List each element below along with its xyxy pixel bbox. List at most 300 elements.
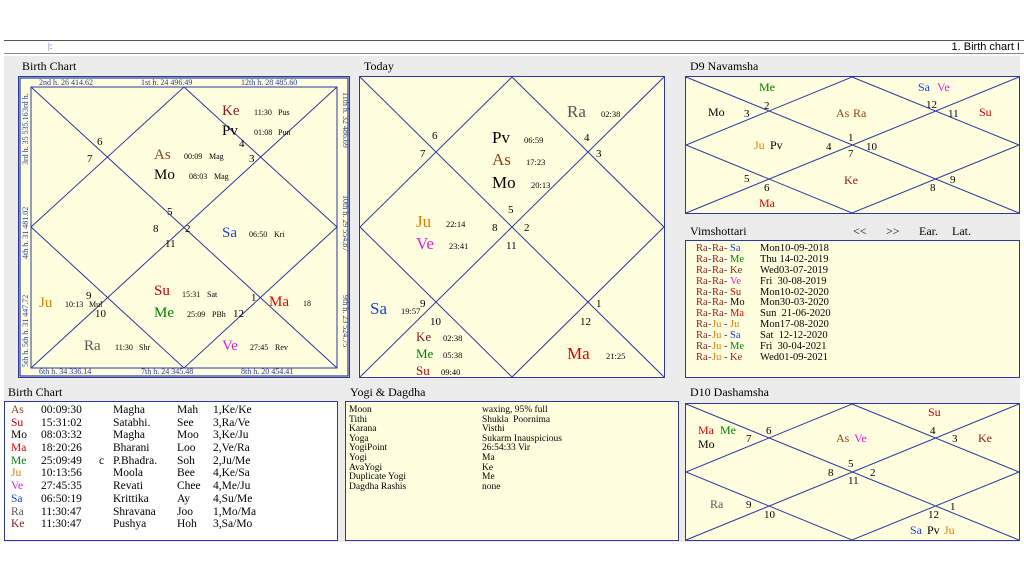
cusp-label: 5th h. 31 447.72 (21, 294, 30, 347)
planet-label: Su (416, 363, 430, 378)
dasha-row[interactable] (696, 352, 1016, 363)
planet-label: Ma (698, 423, 714, 437)
cusp-label: 3rd h. 35 535.16 (21, 112, 30, 165)
table-cell-r: c (99, 454, 105, 467)
house-number: 3 (249, 153, 255, 165)
table-cell-pada: 4,Me/Ju (213, 480, 251, 493)
table-cell-pada: 2,Ve/Ra (213, 442, 250, 455)
table-cell-nak: Bharani (113, 442, 150, 455)
today-chart-panel[interactable] (359, 76, 665, 378)
table-cell-time: 11:30:47 (41, 505, 82, 518)
table-row[interactable] (11, 467, 335, 480)
planet-label: Ma (269, 294, 289, 310)
dasha-separator: - (708, 243, 712, 254)
planet-label: Pv (927, 523, 940, 537)
table-cell-time: 27:45:35 (41, 480, 82, 493)
planet-nakshatra: Mag (214, 172, 229, 181)
planet-nakshatra: Pun (278, 128, 291, 137)
table-cell-p: Ke (11, 518, 25, 531)
table-row[interactable] (11, 442, 335, 455)
planet-label: Sa (222, 225, 237, 241)
dasha-lord: Ju (730, 319, 740, 331)
table-cell-p: Me (11, 454, 27, 467)
birth-table-title: Birth Chart (8, 385, 63, 399)
planet-degree: 17:23 (526, 157, 546, 167)
house-number: 6 (764, 182, 770, 194)
planet-degree: 20:13 (531, 180, 551, 190)
d10-chart-svg (686, 404, 1019, 540)
table-cell-rashi: Chee (177, 480, 201, 493)
planet-nakshatra: Kri (274, 230, 285, 239)
planet-degree: 21:25 (606, 351, 626, 361)
table-cell-rashi: Bee (177, 467, 195, 480)
dasha-separator: - (708, 330, 712, 342)
dasha-lord: Ra (712, 275, 724, 287)
cusp-label: 9th h. 23 524.75 (341, 295, 350, 348)
house-number: 8 (153, 223, 159, 235)
planet-nakshatra: PBh (212, 310, 226, 319)
table-cell-rashi: Mah (177, 404, 199, 416)
dasha-separator: - (724, 286, 728, 298)
planet-degree: 10:13 (65, 300, 84, 309)
dasha-lord: Ju (712, 341, 722, 353)
table-cell-pada: 3,Ke/Ju (213, 429, 249, 442)
dasha-lord: Ra (696, 264, 708, 276)
house-number: 2 (524, 222, 530, 234)
dasha-separator: - (708, 308, 712, 320)
yogi-value: Me (482, 472, 495, 483)
planet-degree: 25:09 (187, 310, 206, 319)
house-number: 5 (167, 206, 173, 218)
planet-label: Ve (222, 338, 238, 354)
house-number: 7 (848, 148, 854, 160)
house-number: 2 (764, 100, 770, 112)
dasha-lord: Su (730, 286, 742, 298)
planet-label: Mo (154, 167, 175, 183)
dasha-date: Fri 30-08-2019 (760, 275, 827, 287)
house-number: 4 (239, 138, 245, 150)
planet-label: Ve (416, 234, 434, 253)
house-number: 11 (848, 475, 859, 487)
house-number: 2 (870, 467, 876, 479)
house-number: 10 (95, 308, 106, 320)
dasha-lord: Ra (696, 330, 708, 342)
house-number: 3 (596, 148, 602, 160)
dasha-lord: Ke (730, 351, 743, 363)
yogi-value: Ke (482, 462, 494, 473)
house-number: 10 (764, 509, 775, 521)
dasha-lord: Ra (712, 297, 724, 309)
dasha-separator: - (724, 330, 728, 342)
planet-label: Sa (910, 523, 922, 537)
dasha-separator: - (724, 253, 728, 265)
cusp-label: 3rd h. (21, 93, 30, 112)
dasha-separator: - (708, 341, 712, 353)
dasha-row[interactable] (696, 319, 1016, 330)
dasha-row[interactable] (696, 297, 1016, 308)
cusp-label: 2nd h. 26 414.62 (39, 78, 93, 87)
table-cell-nak: Krittika (113, 492, 149, 505)
dasha-lord: Ra (712, 243, 724, 254)
dasha-lord: Ju (712, 351, 722, 363)
dasha-lord: Ra (712, 264, 724, 276)
planet-label: Pv (222, 123, 238, 139)
dasha-date: Sun 21-06-2020 (760, 308, 831, 320)
toolbar-mark: |: (48, 41, 53, 51)
dasha-separator: - (708, 319, 712, 331)
table-row[interactable] (11, 493, 335, 506)
cusp-label: 11th h. 32 486.69 (341, 92, 350, 148)
planet-table (11, 404, 335, 531)
planet-degree: 09:40 (441, 367, 461, 377)
dasha-separator: - (708, 297, 712, 309)
house-number: 11 (506, 240, 517, 252)
table-cell-pada: 3,Ra/Ve (213, 416, 250, 429)
planet-label: Me (154, 305, 174, 321)
yogi-key: Karana (349, 424, 377, 435)
planet-degree: 27:45 (250, 343, 269, 352)
house-number: 10 (866, 141, 877, 153)
birth-table-panel (4, 401, 338, 541)
vimshottari-panel (685, 240, 1020, 378)
house-number: 10 (430, 316, 441, 328)
planet-degree: 15:31 (182, 290, 201, 299)
planet-label: Ke (222, 103, 240, 119)
planet-label: Ju (754, 138, 765, 152)
dasha-row[interactable] (696, 330, 1016, 341)
dasha-date: Mon10-09-2018 (760, 243, 829, 254)
later-button[interactable]: Lat. (952, 224, 971, 238)
house-number: 8 (828, 467, 834, 479)
dasha-date: Mon17-08-2020 (760, 319, 829, 331)
dasha-lord: Ra (696, 253, 708, 265)
table-cell-pada: 1,Ke/Ke (213, 404, 252, 416)
d9-chart-svg (686, 77, 1019, 213)
today-chart-title: Today (364, 59, 394, 73)
house-number: 11 (948, 108, 959, 120)
yogi-value: Ma (482, 452, 495, 463)
planet-label: Ju (416, 212, 432, 231)
dasha-lord: Ra (696, 341, 708, 353)
dasha-lord: Ra (712, 286, 724, 298)
house-number: 4 (930, 425, 936, 437)
yogi-key: Yoga (349, 433, 369, 444)
planet-degree: 06:59 (524, 135, 544, 145)
house-number: 9 (746, 499, 752, 511)
earlier-page-button[interactable]: << (853, 224, 867, 238)
yogi-row (349, 424, 675, 434)
table-row[interactable] (11, 480, 335, 493)
table-cell-p: Sa (11, 492, 23, 505)
table-cell-rashi: Ay (177, 492, 190, 505)
yogi-row (349, 482, 675, 492)
planet-label: Ra (567, 102, 586, 121)
house-number: 1 (251, 292, 257, 304)
table-row[interactable] (11, 404, 335, 417)
dasha-separator: - (724, 351, 728, 363)
planet-degree: 02:38 (443, 333, 463, 343)
today-chart-svg (360, 77, 664, 377)
table-cell-pada: 4,Su/Me (213, 492, 253, 505)
planet-label: Pv (492, 128, 510, 147)
planet-degree: 06:50 (249, 230, 268, 239)
dasha-lord: Ra (696, 351, 708, 363)
planet-label: Pv (770, 138, 783, 152)
table-cell-pada: 4,Ke/Sa (213, 467, 250, 480)
dasha-lord: Mo (730, 297, 745, 309)
house-number: 5 (744, 173, 750, 185)
planet-label: Ke (416, 329, 432, 344)
planet-degree: 08:03 (189, 172, 208, 181)
planet-label: Sa (370, 299, 387, 318)
yogi-row (349, 443, 675, 453)
table-row[interactable] (11, 518, 335, 531)
earlier-button[interactable]: Ear. (919, 224, 938, 238)
yogi-row (349, 472, 675, 482)
table-cell-p: Ju (11, 467, 22, 480)
table-cell-rashi: See (177, 416, 194, 429)
planet-label: Me (720, 423, 736, 437)
table-cell-time: 10:13:56 (41, 467, 82, 480)
planet-nakshatra: Rev (275, 343, 288, 352)
planet-degree: 01:08 (254, 128, 273, 137)
dasha-separator: - (724, 264, 728, 276)
planet-label: Me (759, 80, 775, 94)
table-cell-time: 18:20:26 (41, 442, 82, 455)
dasha-date: Sat 12-12-2020 (760, 330, 828, 342)
house-number: 8 (930, 182, 936, 194)
dasha-lord: Ra (696, 297, 708, 309)
table-cell-time: 00:09:30 (41, 404, 82, 416)
planet-label: Ma (567, 344, 590, 363)
house-number: 3 (744, 108, 750, 120)
yogi-key: AvaYogi (349, 462, 383, 473)
house-number: 5 (848, 458, 854, 470)
table-row[interactable] (11, 417, 335, 430)
table-cell-nak: Magha (113, 404, 145, 416)
planet-label: Ju (39, 295, 53, 311)
cusp-label: 4th h. 31 481.02 (21, 206, 30, 259)
dasha-date: Thu 14-02-2019 (760, 253, 829, 265)
yogi-value: Shukla Poornima (482, 414, 551, 425)
yogi-panel (345, 401, 679, 541)
cusp-label: 10th h. 29 554.87 (341, 195, 350, 252)
dasha-row[interactable] (696, 254, 1016, 265)
house-number: 3 (952, 433, 958, 445)
dasha-row[interactable] (696, 276, 1016, 287)
house-number: 7 (746, 433, 752, 445)
house-number: 4 (826, 141, 832, 153)
table-cell-nak: Magha (113, 429, 145, 442)
dasha-separator: - (708, 264, 712, 276)
dasha-separator: - (724, 319, 728, 331)
table-cell-nak: P.Bhadra. (113, 454, 158, 467)
dasha-row[interactable] (696, 243, 1016, 254)
yogi-title: Yogi & Dagdha (350, 385, 426, 399)
planet-label: Ma (759, 196, 775, 210)
dasha-lord: Ra (696, 286, 708, 298)
house-number: 12 (580, 316, 591, 328)
house-number: 12 (926, 99, 937, 111)
house-number: 6 (432, 130, 438, 142)
yogi-value: waxing, 95% full (482, 405, 548, 415)
cusp-label: 7th h. 24 345.48 (141, 367, 194, 376)
dasha-lord: Ra (712, 253, 724, 265)
cusp-label: 5th h. (21, 348, 30, 367)
table-cell-pada: 3,Sa/Mo (213, 518, 253, 531)
house-number: 12 (233, 308, 244, 320)
cusp-label: 12th h. 28 485.60 (241, 78, 298, 87)
planet-label: Ve (854, 431, 867, 445)
table-cell-p: Mo (11, 429, 27, 442)
table-cell-time: 08:03:32 (41, 429, 82, 442)
title-bar (4, 40, 1024, 54)
yogi-key: Dagdha Rashis (349, 481, 407, 492)
house-number: 6 (766, 425, 772, 437)
dasha-lord: Ra (696, 319, 708, 331)
dasha-date: Mon30-03-2020 (760, 297, 829, 309)
dasha-row[interactable] (696, 287, 1016, 298)
table-cell-nak: Pushya (113, 518, 147, 531)
dasha-lord: Ra (696, 275, 708, 287)
dasha-row[interactable] (696, 308, 1016, 319)
yogi-key: Moon (349, 405, 372, 415)
table-cell-time: 15:31:02 (41, 416, 82, 429)
planet-nakshatra: Pus (278, 108, 290, 117)
planet-nakshatra: Mag (209, 152, 224, 161)
dasha-separator: - (724, 243, 728, 254)
house-number: 12 (928, 509, 939, 521)
planet-label: Ra (853, 106, 867, 120)
dasha-lord: Me (730, 341, 744, 353)
birth-chart-svg (19, 77, 349, 377)
yogi-value: Visthi (482, 424, 505, 435)
table-cell-nak: Satabhi. (113, 416, 151, 429)
planet-degree: 05:38 (443, 350, 463, 360)
table-cell-p: Ma (11, 442, 27, 455)
d10-chart-panel[interactable] (685, 403, 1020, 541)
yogi-table (349, 405, 675, 491)
yogi-row (349, 405, 675, 415)
planet-label: Ve (937, 80, 950, 94)
yogi-row (349, 463, 675, 473)
planet-degree: 11:30 (254, 108, 272, 117)
table-cell-p: Ve (11, 480, 24, 493)
dasha-separator: - (708, 286, 712, 298)
cusp-label: 8th h. 20 454.41 (241, 367, 294, 376)
d9-chart-title: D9 Navamsha (690, 59, 759, 73)
planet-label: Sa (918, 80, 930, 94)
house-number: 9 (420, 298, 426, 310)
dasha-lord: Ju (712, 330, 722, 342)
house-number: 1 (848, 132, 854, 144)
dasha-separator: - (708, 253, 712, 265)
table-cell-p: Su (11, 416, 24, 429)
planet-label: Me (416, 346, 434, 361)
yogi-row (349, 434, 675, 444)
table-cell-p: Ra (11, 505, 24, 518)
planet-label: Ke (978, 431, 992, 445)
planet-degree: 23:41 (449, 241, 469, 251)
planet-label: Ra (710, 497, 724, 511)
vimshottari-title: Vimshottari (690, 224, 747, 238)
window-title[interactable]: 1. Birth chart I (951, 41, 1020, 53)
dasha-row[interactable] (696, 341, 1016, 352)
dasha-lord: Ke (730, 264, 743, 276)
table-cell-rashi: Joo (177, 505, 193, 518)
table-row[interactable] (11, 506, 335, 519)
d9-chart-panel[interactable] (685, 76, 1020, 214)
yogi-value: 26:54:33 Vir (482, 443, 531, 454)
dasha-separator: - (708, 351, 712, 363)
house-number: 4 (584, 132, 590, 144)
house-number: 9 (950, 174, 956, 186)
dasha-separator: - (724, 275, 728, 287)
planet-label: Ra (84, 338, 101, 354)
dasha-separator: - (724, 297, 728, 309)
planet-label: Mo (492, 173, 516, 192)
table-cell-nak: Moola (113, 467, 144, 480)
cusp-label: 1st h. 24 496.49 (141, 78, 193, 87)
cusp-label: 6th h. 34 336.14 (39, 367, 92, 376)
house-number: 1 (596, 298, 602, 310)
table-cell-p: As (11, 404, 24, 416)
planet-label: Ju (944, 523, 955, 537)
yogi-row (349, 415, 675, 425)
table-cell-pada: 1,Mo/Ma (213, 505, 257, 518)
table-cell-rashi: Soh (177, 454, 195, 467)
table-cell-time: 06:50:19 (41, 492, 82, 505)
yogi-row (349, 453, 675, 463)
house-number: 2 (185, 223, 191, 235)
yogi-key: Yogi (349, 452, 368, 463)
dasha-separator: - (724, 341, 728, 353)
d10-chart-title: D10 Dashamsha (690, 385, 769, 399)
planet-nakshatra: Sat (207, 290, 218, 299)
dasha-lord: Ra (712, 308, 724, 320)
later-page-button[interactable]: >> (886, 224, 900, 238)
planet-nakshatra: Shr (139, 343, 151, 352)
planet-degree: 19:57 (401, 306, 421, 316)
dasha-separator: - (708, 275, 712, 287)
house-number: 7 (87, 153, 93, 165)
house-number: 1 (950, 501, 956, 513)
planet-label: As (836, 431, 850, 445)
planet-label: Ke (844, 173, 858, 187)
birth-chart-panel[interactable] (18, 76, 350, 378)
dasha-lord: Ju (712, 319, 722, 331)
table-row[interactable] (11, 455, 335, 468)
planet-label: Su (928, 405, 941, 419)
dasha-lord: Sa (730, 330, 741, 342)
yogi-key: YogiPoint (349, 443, 388, 454)
planet-degree: 00:09 (184, 152, 203, 161)
dasha-date: Wed03-07-2019 (760, 264, 828, 276)
dasha-date: Wed01-09-2021 (760, 351, 828, 363)
table-row[interactable] (11, 429, 335, 442)
dasha-separator: - (724, 308, 728, 320)
house-number: 5 (508, 204, 514, 216)
dasha-row[interactable] (696, 265, 1016, 276)
birth-chart-title: Birth Chart (22, 59, 77, 73)
house-number: 9 (86, 290, 92, 302)
dasha-list (696, 243, 1016, 363)
table-cell-rashi: Moo (177, 429, 199, 442)
dasha-lord: Ra (696, 308, 708, 320)
yogi-value: Sukarm Inauspicious (482, 433, 562, 444)
planet-nakshatra: Mul (89, 300, 103, 309)
planet-label: As (492, 150, 511, 169)
